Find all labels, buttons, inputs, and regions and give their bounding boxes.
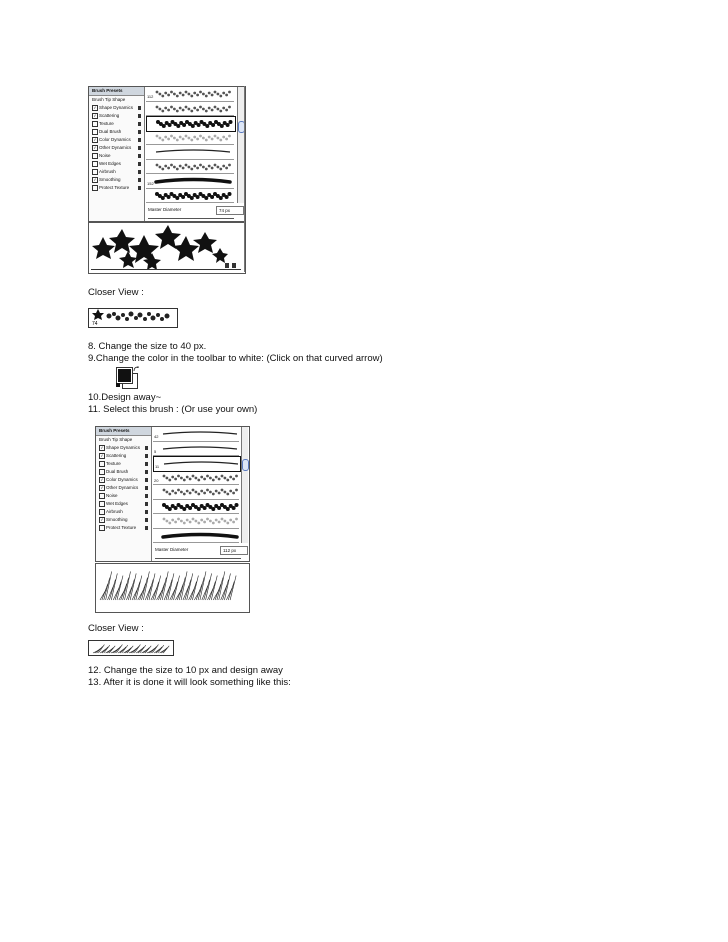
brush-option-label: Brush Tip Shape [92,97,126,102]
lock-icon[interactable] [145,502,148,506]
brush-option-label: Other Dynamics [99,145,132,150]
brush-option-label: Color Dynamics [99,137,131,142]
lock-icon[interactable] [138,130,141,134]
checkbox-unchecked-icon[interactable] [92,153,98,159]
checkbox-unchecked-icon[interactable] [99,461,105,467]
brush-option-row[interactable] [96,444,151,452]
brush-option-row[interactable] [96,476,151,484]
brush-stroke-row[interactable] [146,160,234,175]
checkbox-checked-icon[interactable]: ✓ [100,516,104,522]
closer-view-number-1: 74 [92,321,98,327]
brush-stroke-sample [161,500,239,514]
brush-option-row[interactable] [89,184,144,192]
grass-brush-closeup [89,641,173,655]
checkbox-checked-icon[interactable]: ✓ [93,136,97,142]
lock-icon[interactable] [145,462,148,466]
lock-icon[interactable] [145,486,148,490]
brush-size-label: 20 [154,477,159,483]
checkbox-checked-icon[interactable]: ✓ [100,484,104,490]
brush-option-label: Protect Texture [106,525,137,530]
lock-icon[interactable] [145,470,148,474]
brush-option-label: Noise [106,493,118,498]
color-swatch-icon[interactable] [115,366,140,388]
brush-stroke-row[interactable] [146,174,234,189]
checkbox-unchecked-icon[interactable] [92,169,98,175]
closer-view-label-2: Closer View : [88,623,144,634]
brush-stroke-sample [154,131,232,145]
brush-stroke-row[interactable] [153,427,239,442]
brush-size-label: 42 [154,434,159,439]
brush-option-label: Dual Brush [106,469,129,474]
checkbox-unchecked-icon[interactable] [99,469,105,475]
brush-option-label: Smoothing [99,177,121,182]
brush-option-row[interactable] [89,128,144,136]
brush-size-label: 152 [147,181,154,186]
brush-stroke-list-2 [153,427,239,543]
star-brush-closeup [89,309,177,327]
brush-option-label: Noise [99,153,111,158]
master-diameter-label-2: Master Diameter [155,547,189,552]
master-diameter-value-2[interactable]: 112 px [220,546,248,555]
lock-icon[interactable] [138,122,141,126]
brush-presets-header[interactable]: Brush Presets [89,87,144,96]
brush-option-label: Smoothing [106,517,128,522]
brush-option-row[interactable] [89,120,144,128]
brush-panel-screenshot-1 [88,86,246,222]
brush-stroke-sample [154,160,232,174]
brush-option-row[interactable] [89,144,144,152]
checkbox-checked-icon[interactable]: ✓ [93,112,97,118]
brush-stroke-sample [162,457,240,471]
brush-stroke-row[interactable] [153,456,241,472]
lock-icon[interactable] [138,186,141,190]
brush-option-row[interactable] [96,452,151,460]
brush-stroke-sample [161,427,239,441]
brush-presets-header[interactable]: Brush Presets [96,427,151,436]
checkbox-unchecked-icon[interactable] [99,501,105,507]
star-stroke-preview-image [89,223,245,273]
swatch-foreground-black [117,368,132,383]
brush-stroke-sample [161,514,239,528]
brush-option-row[interactable] [89,112,144,120]
lock-icon[interactable] [145,494,148,498]
checkbox-unchecked-icon[interactable] [92,185,98,191]
swap-curved-arrow-icon[interactable] [133,366,139,372]
grass-stroke-preview-image [96,564,249,612]
brush-option-row[interactable] [89,168,144,176]
brush-stroke-list-1 [146,87,234,203]
step-9-text: 9.Change the color in the toolbar to white: (Click on that curved arrow) [88,353,383,364]
checkbox-unchecked-icon[interactable] [99,525,105,531]
brush-stroke-row[interactable] [146,87,234,102]
brush-stroke-row[interactable] [146,189,234,204]
preview-right-border-1 [244,86,245,272]
lock-icon[interactable] [138,178,141,182]
brush-stroke-sample [154,174,232,188]
brush-stroke-row[interactable] [153,442,239,457]
checkbox-unchecked-icon[interactable] [92,121,98,127]
checkbox-checked-icon[interactable]: ✓ [93,144,97,150]
brush-option-label: Protect Texture [99,185,130,190]
brush-option-label: Shape Dynamics [99,105,134,110]
brush-stroke-row[interactable] [146,102,234,117]
brush-options-list-2 [96,427,152,561]
brush-stroke-sample [154,102,232,116]
scrollbar-2[interactable] [241,427,248,543]
checkbox-unchecked-icon[interactable] [92,161,98,167]
brush-option-row[interactable] [89,152,144,160]
brush-option-label: Color Dynamics [106,477,138,482]
lock-icon[interactable] [145,526,148,530]
diameter-slider-2[interactable] [155,558,241,559]
brush-option-row[interactable] [89,136,144,144]
brush-stroke-sample [161,485,239,499]
brush-option-label: Scattering [99,113,120,118]
brush-stroke-sample [161,471,239,485]
brush-option-label: Airbrush [106,509,123,514]
brush-preview-2 [95,563,250,613]
brush-option-row[interactable] [96,468,151,476]
brush-option-row[interactable] [89,160,144,168]
brush-stroke-sample [155,117,233,131]
brush-option-row[interactable] [96,524,151,532]
default-colors-icon[interactable] [116,383,120,387]
step-12-text: 12. Change the size to 10 px and design away [88,665,283,676]
checkbox-unchecked-icon[interactable] [99,493,105,499]
brush-stroke-row[interactable] [146,145,234,160]
closer-view-label-1: Closer View : [88,287,144,298]
lock-icon[interactable] [138,146,141,150]
step-11-text: 11. Select this brush : (Or use your own) [88,404,258,415]
brush-option-row[interactable] [96,508,151,516]
brush-option-label: Brush Tip Shape [99,437,133,442]
brush-option-label: Wet Edges [99,161,121,166]
brush-option-row[interactable] [89,176,144,184]
brush-option-label: Airbrush [99,169,116,174]
lock-icon[interactable] [138,138,141,142]
brush-option-row[interactable] [89,96,144,104]
lock-icon[interactable] [138,170,141,174]
brush-stroke-row[interactable] [153,500,239,515]
checkbox-checked-icon[interactable]: ✓ [100,444,104,450]
step-8-text: 8. Change the size to 40 px. [88,341,207,352]
scroll-thumb-2[interactable] [242,459,249,471]
brush-stroke-sample [154,145,232,159]
brush-stroke-row[interactable] [153,471,239,486]
diameter-slider-1[interactable] [148,218,234,219]
lock-icon[interactable] [138,162,141,166]
brush-option-label: Other Dynamics [106,485,139,490]
checkbox-unchecked-icon[interactable] [99,509,105,515]
lock-icon[interactable] [138,114,141,118]
scrollbar-1[interactable] [237,87,244,203]
master-diameter-label-1: Master Diameter [148,207,182,212]
brush-option-label: Texture [106,461,121,466]
brush-option-label: Shape Dynamics [106,445,141,450]
checkbox-checked-icon[interactable]: ✓ [93,176,97,182]
master-diameter-value-1[interactable]: 74 px [216,206,244,215]
lock-icon[interactable] [145,478,148,482]
brush-option-row[interactable] [96,492,151,500]
checkbox-checked-icon[interactable]: ✓ [100,476,104,482]
brush-preview-1 [88,222,246,274]
lock-icon[interactable] [145,454,148,458]
lock-icon[interactable] [145,518,148,522]
lock-icon[interactable] [145,446,148,450]
brush-stroke-sample [161,442,239,456]
brush-stroke-row[interactable] [146,131,234,146]
checkbox-checked-icon[interactable]: ✓ [93,104,97,110]
step-10-text: 10.Design away~ [88,392,162,403]
brush-option-label: Texture [99,121,114,126]
step-13-text: 13. After it is done it will look something like this: [88,677,291,688]
brush-option-row[interactable] [96,516,151,524]
checkbox-checked-icon[interactable]: ✓ [100,452,104,458]
brush-stroke-row[interactable] [146,116,236,132]
brush-stroke-row[interactable] [153,485,239,500]
brush-size-label: 112 [147,94,154,99]
brush-option-row[interactable] [96,484,151,492]
lock-icon[interactable] [138,154,141,158]
brush-stroke-row[interactable] [153,529,239,544]
brush-stroke-sample [161,529,239,543]
brush-stroke-row[interactable] [153,514,239,529]
brush-option-label: Scattering [106,453,127,458]
brush-size-label: 11 [155,464,160,469]
lock-icon[interactable] [145,510,148,514]
brush-stroke-sample [154,189,232,203]
brush-option-label: Wet Edges [106,501,128,506]
closer-view-image-1 [88,308,178,328]
brush-stroke-sample [154,87,232,101]
lock-icon[interactable] [138,106,141,110]
brush-options-list-1 [89,87,145,221]
brush-option-label: Dual Brush [99,129,122,134]
brush-option-row[interactable] [96,436,151,444]
brush-option-row[interactable] [96,500,151,508]
closer-view-image-2 [88,640,174,656]
brush-size-label: 5 [154,448,157,454]
checkbox-unchecked-icon[interactable] [92,129,98,135]
brush-option-row[interactable] [89,104,144,112]
brush-option-row[interactable] [96,460,151,468]
brush-panel-screenshot-2 [95,426,250,562]
